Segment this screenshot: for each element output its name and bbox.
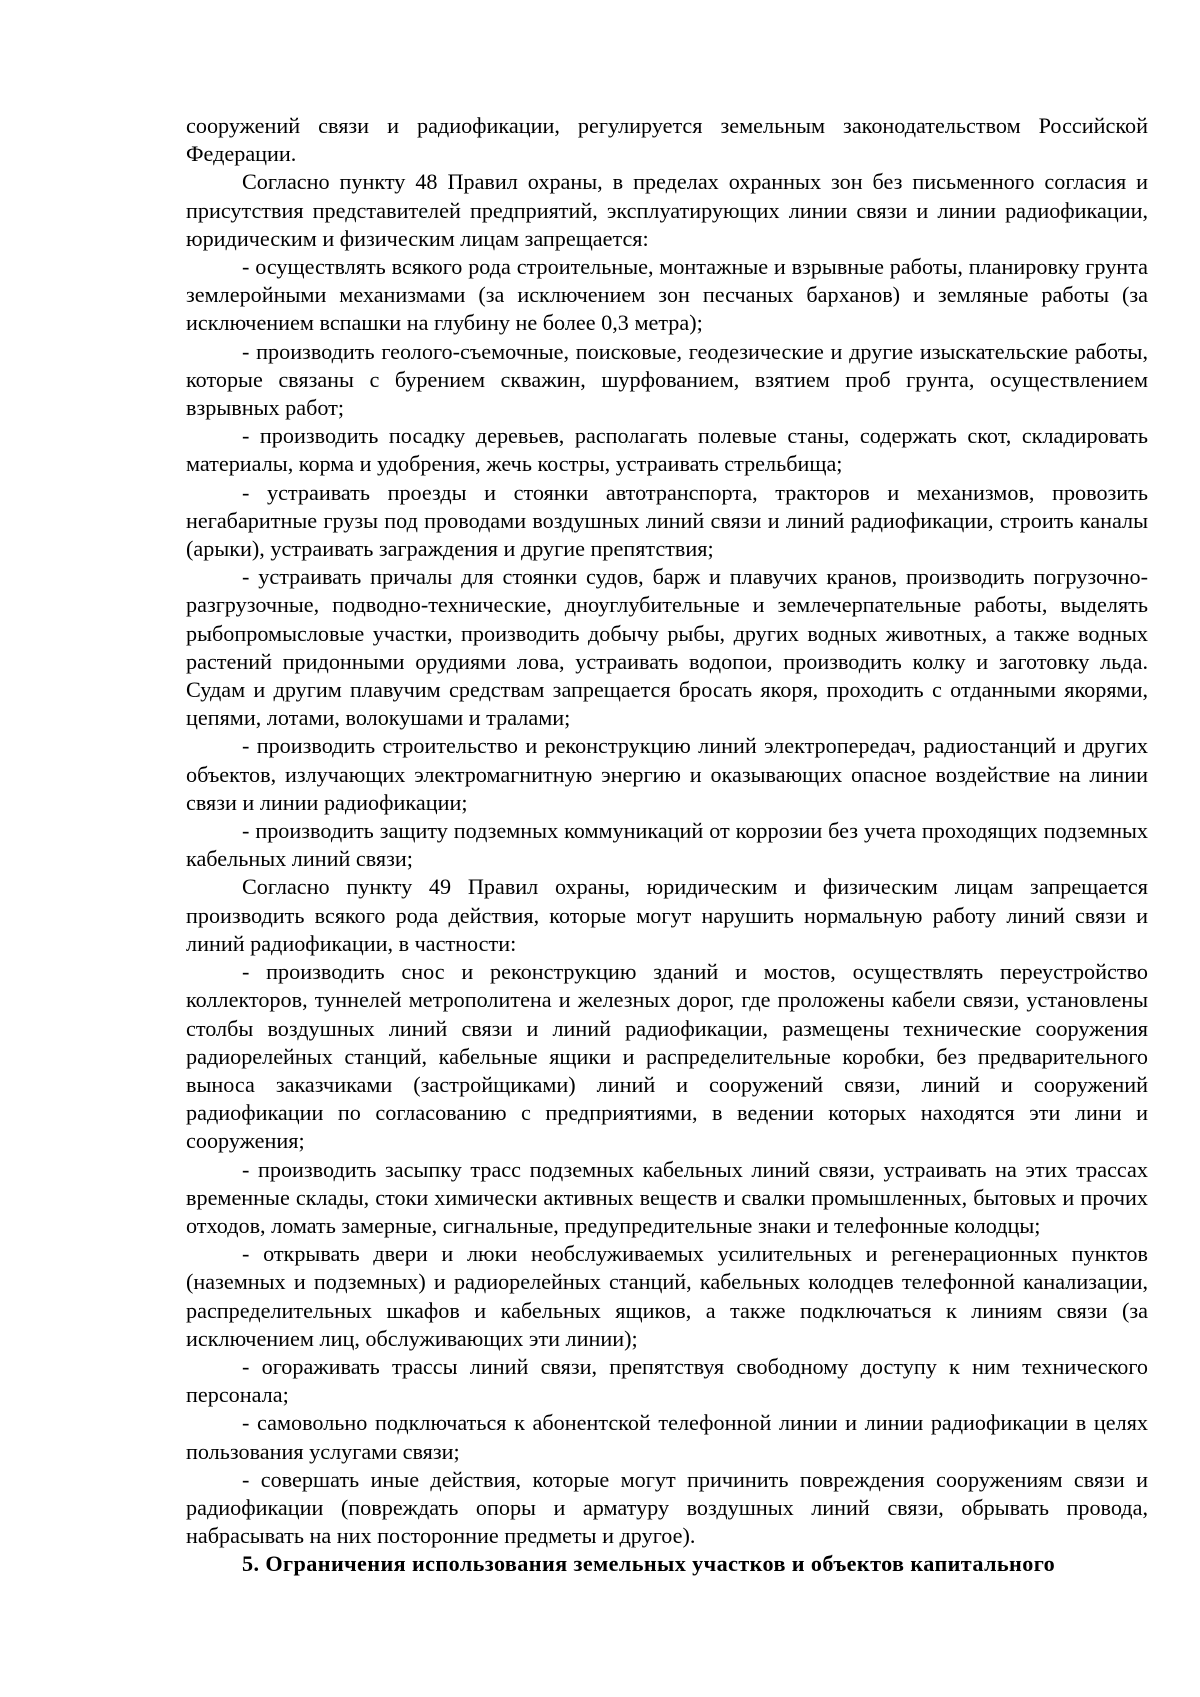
list-item: - производить засыпку трасс подземных кабельных линий связи, устраивать на этих трассах временные склады, стоки химически активных веществ и свалки промышленных, бытовых и прочих отходов, ломать замерные, сигнальные, предупредительные знаки и телефонные колодцы; — [186, 1156, 1148, 1238]
paragraph: Согласно пункту 49 Правил охраны, юридическим и физическим лицам запрещается производить всякого рода действия, которые могут нарушить нормальную работу линий связи и линий радиофикации, в частности: — [186, 874, 1148, 956]
list-item: - производить геолого-съемочные, поисковые, геодезические и другие изыскательские работы, которые связаны с бурением скважин, шурфованием, взятием проб грунта, осуществлением взрывных работ; — [186, 338, 1148, 421]
paragraph: сооружений связи и радиофикации, регулируется земельным законодательством Российской Федерации. — [186, 113, 1148, 167]
list-item: - огораживать трассы линий связи, препятствуя свободному доступу к ним технического персонала; — [186, 1353, 1148, 1408]
list-item: - производить защиту подземных коммуникаций от коррозии без учета проходящих подземных кабельных линий связи; — [186, 818, 1148, 872]
list-item: - производить снос и реконструкцию зданий и мостов, осуществлять переустройство коллекторов, туннелей метрополитена и железных дорог, где проложены кабели связи, установлены столбы воздушных линий связи и линий радиофикации, размещены технические сооружения радиорелейных станций, кабельные ящики и распределительные коробки, без предварительного выноса заказчиками (застройщиками) линий и сооружений связи, линий и сооружений радиофикации по согласованию с предприятиями, в ведении которых находятся эти лини и сооружения; — [186, 959, 1148, 1154]
list-item: - совершать иные действия, которые могут причинить повреждения сооружениям связи и радиофикации (повреждать опоры и арматуру воздушных линий связи, обрывать провода, набрасывать на них посторонние предметы и другое). — [186, 1466, 1148, 1549]
list-item: - осуществлять всякого рода строительные, монтажные и взрывные работы, планировку грунта землеройными механизмами (за исключением зон песчаных барханов) и земляные работы (за исключением вспашки на глубину не более 0,3 метра); — [186, 254, 1148, 336]
list-item: - производить посадку деревьев, располагать полевые станы, содержать скот, складировать материалы, корма и удобрения, жечь костры, устраивать стрельбища; — [186, 423, 1148, 477]
list-item: - самовольно подключаться к абонентской телефонной линии и линии радиофикации в целях пользования услугами связи; — [186, 1410, 1148, 1464]
section-heading: 5. Ограничения использования земельных участков и объектов капитального — [242, 1551, 1056, 1577]
document-page — [186, 112, 1148, 1579]
list-item: - устраивать проезды и стоянки автотранспорта, тракторов и механизмов, провозить негабаритные грузы под проводами воздушных линий связи и линий радиофикации, строить каналы (арыки), устраивать заграждения и другие препятствия; — [186, 479, 1148, 562]
list-item: - устраивать причалы для стоянки судов, барж и плавучих кранов, производить погрузочно-разгрузочные, подводно-технические, дноуглубительные и землечерпательные работы, выделять рыбопромысловые участки, производить добычу рыбы, других водных животных, а также водных растений придонными орудиями лова, устраивать водопои, производить колку и заготовку льда. Судам и другим плавучим средствам запрещается бросать якоря, проходить с отданными якорями, цепями, лотами, волокушами и тралами; — [186, 564, 1148, 731]
list-item: - открывать двери и люки необслуживаемых усилительных и регенерационных пунктов (наземных и подземных) и радиорелейных станций, кабельных колодцев телефонной канализации, распределительных шкафов и кабельных ящиков, а также подключаться к линиям связи (за исключением лиц, обслуживающих эти линии); — [186, 1241, 1148, 1351]
list-item: - производить строительство и реконструкцию линий электропередач, радиостанций и других объектов, излучающих электромагнитную энергию и оказывающих опасное воздействие на линии связи и линии радиофикации; — [186, 733, 1148, 815]
paragraph: Согласно пункту 48 Правил охраны, в пределах охранных зон без письменного согласия и присутствия представителей предприятий, эксплуатирующих линии связи и линии радиофикации, юридическим и физическим лицам запрещается: — [186, 169, 1148, 251]
